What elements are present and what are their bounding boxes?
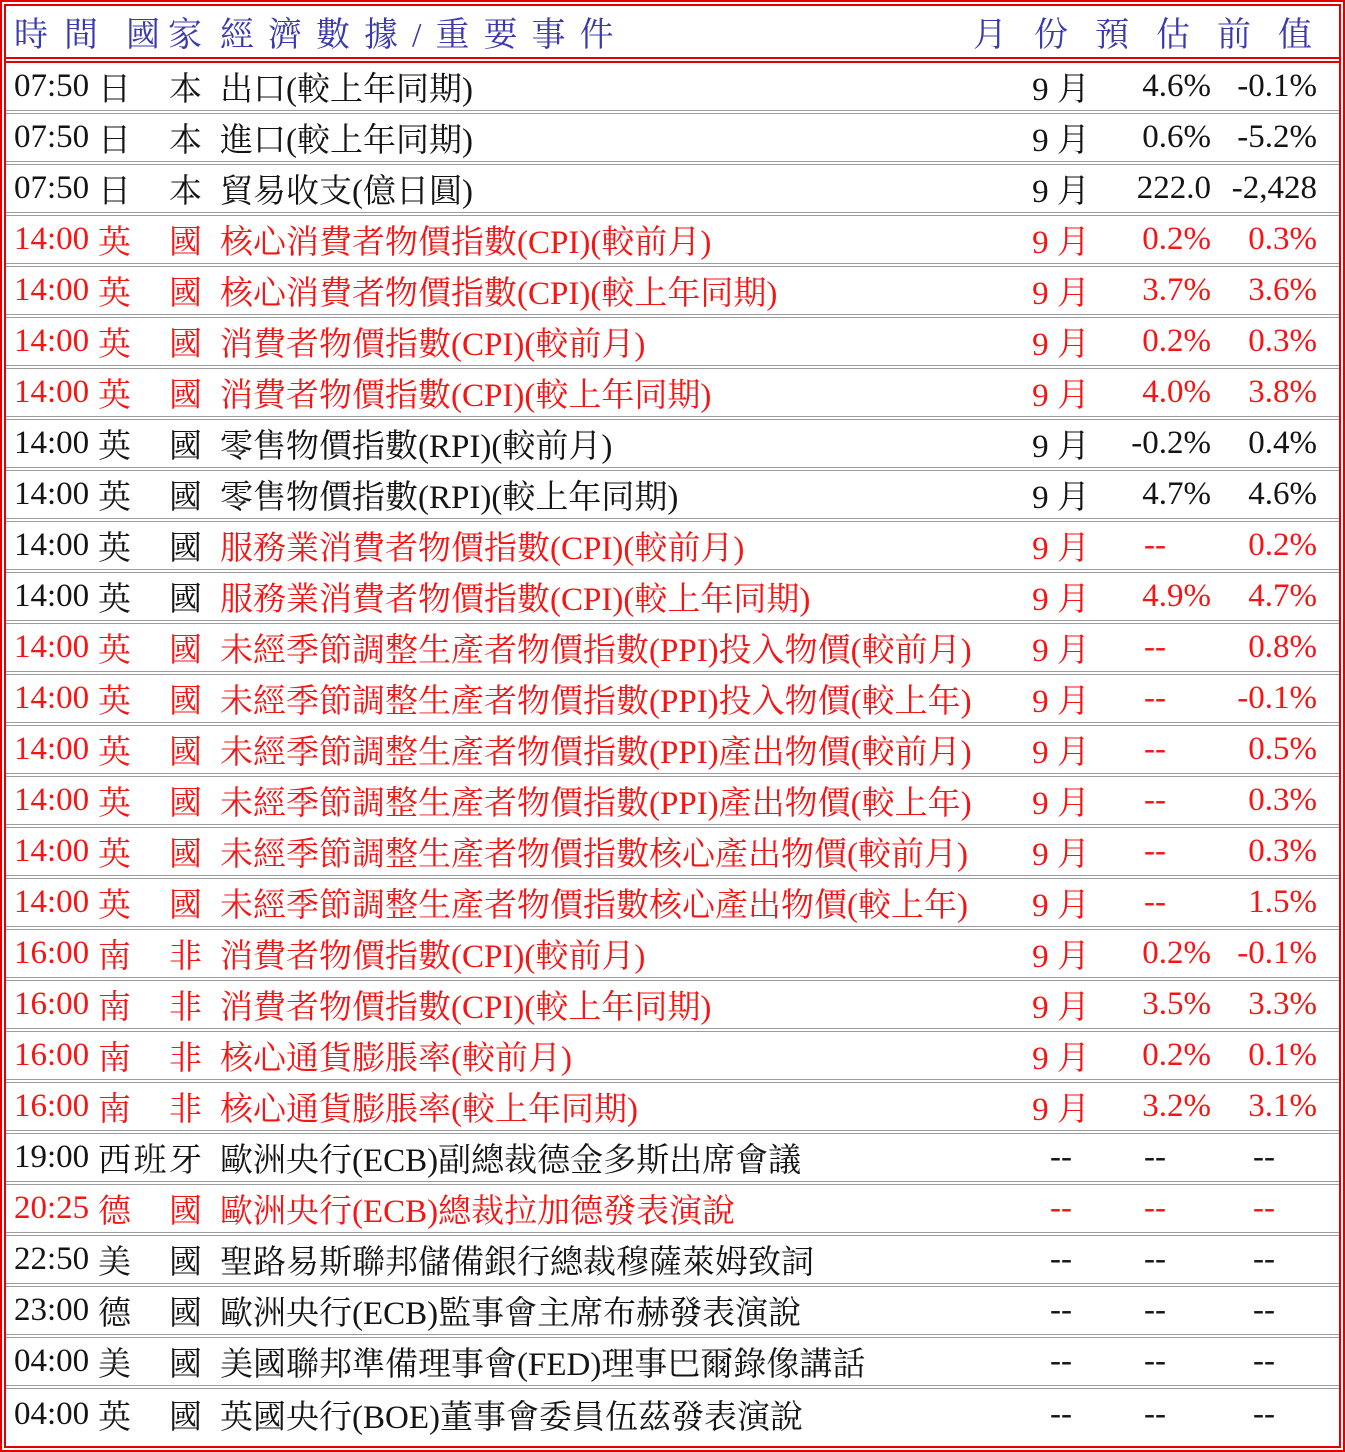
event-cell: 出口(較上年同期): [220, 72, 473, 108]
column-header-event: 經濟數據/重要事件: [220, 17, 628, 54]
month-cell: 9 月: [1032, 1092, 1090, 1128]
country-cell: 日本: [98, 72, 202, 108]
table-row: [6, 1185, 1339, 1236]
time-cell: 14:00: [14, 833, 90, 869]
previous-cell: --: [1253, 1139, 1275, 1175]
time-cell: 19:00: [14, 1139, 90, 1175]
month-cell: 9 月: [1032, 531, 1090, 567]
previous-cell: 0.4%: [1248, 425, 1317, 461]
table-row: [6, 1389, 1339, 1440]
previous-cell: 4.7%: [1248, 578, 1317, 614]
country-cell: 南非: [98, 1092, 202, 1128]
month-cell: 9 月: [1032, 786, 1090, 822]
month-cell: 9 月: [1032, 174, 1090, 210]
month-cell: 9 月: [1032, 735, 1090, 771]
event-cell: 英國央行(BOE)董事會委員伍茲發表演說: [220, 1400, 803, 1436]
table-row: [6, 981, 1339, 1032]
month-cell: 9 月: [1032, 429, 1090, 465]
forecast-cell: --: [1144, 1396, 1166, 1432]
event-cell: 歐洲央行(ECB)副總裁德金多斯出席會議: [220, 1143, 802, 1179]
forecast-cell: 0.2%: [1142, 221, 1211, 257]
table-row: [6, 1032, 1339, 1083]
event-cell: 聖路易斯聯邦儲備銀行總裁穆薩萊姆致詞: [220, 1245, 814, 1281]
country-cell: 英國: [98, 888, 202, 924]
month-cell: 9 月: [1032, 327, 1090, 363]
forecast-cell: 0.6%: [1142, 119, 1211, 155]
event-cell: 消費者物價指數(CPI)(較前月): [220, 327, 646, 363]
previous-cell: --: [1253, 1190, 1275, 1226]
month-cell: 9 月: [1032, 225, 1090, 261]
event-cell: 消費者物價指數(CPI)(較上年同期): [220, 990, 712, 1026]
table-row: [6, 267, 1339, 318]
country-cell: 西班牙: [98, 1143, 202, 1179]
previous-cell: 3.6%: [1248, 272, 1317, 308]
event-cell: 核心消費者物價指數(CPI)(較前月): [220, 225, 712, 261]
time-cell: 14:00: [14, 629, 90, 665]
forecast-cell: 0.2%: [1142, 1037, 1211, 1073]
table-row: [6, 573, 1339, 624]
previous-cell: 3.1%: [1248, 1088, 1317, 1124]
country-cell: 日本: [98, 174, 202, 210]
time-cell: 23:00: [14, 1292, 90, 1328]
table-row: [6, 114, 1339, 165]
previous-cell: 0.3%: [1248, 221, 1317, 257]
event-cell: 未經季節調整生產者物價指數核心產出物價(較上年): [220, 888, 968, 924]
previous-cell: 0.5%: [1248, 731, 1317, 767]
event-cell: 美國聯邦準備理事會(FED)理事巴爾錄像講話: [220, 1347, 866, 1383]
time-cell: 14:00: [14, 374, 90, 410]
month-cell: 9 月: [1032, 990, 1090, 1026]
forecast-cell: 0.2%: [1142, 323, 1211, 359]
previous-cell: 0.2%: [1248, 527, 1317, 563]
table-row: [6, 1236, 1339, 1287]
table-row: [6, 522, 1339, 573]
month-cell: 9 月: [1032, 123, 1090, 159]
table-row: [6, 930, 1339, 981]
previous-cell: 0.8%: [1248, 629, 1317, 665]
previous-cell: -5.2%: [1237, 119, 1317, 155]
event-cell: 未經季節調整生產者物價指數(PPI)投入物價(較前月): [220, 633, 972, 669]
table-row: [6, 471, 1339, 522]
forecast-cell: --: [1144, 884, 1166, 920]
time-cell: 14:00: [14, 272, 90, 308]
event-cell: 服務業消費者物價指數(CPI)(較前月): [220, 531, 745, 567]
previous-cell: --: [1253, 1343, 1275, 1379]
month-cell: --: [1050, 1190, 1072, 1226]
country-cell: 美國: [98, 1245, 202, 1281]
previous-cell: -0.1%: [1237, 935, 1317, 971]
time-cell: 07:50: [14, 68, 90, 104]
event-cell: 消費者物價指數(CPI)(較前月): [220, 939, 646, 975]
event-cell: 貿易收支(億日圓): [220, 174, 473, 210]
table-row: [6, 318, 1339, 369]
column-header-values: 月份預估前值: [973, 17, 1339, 54]
month-cell: --: [1050, 1292, 1072, 1328]
country-cell: 南非: [98, 1041, 202, 1077]
column-header-time: 時間: [14, 17, 98, 54]
previous-cell: 0.3%: [1248, 782, 1317, 818]
forecast-cell: --: [1144, 527, 1166, 563]
time-cell: 14:00: [14, 731, 90, 767]
time-cell: 14:00: [14, 527, 90, 563]
forecast-cell: --: [1144, 1241, 1166, 1277]
time-cell: 14:00: [14, 884, 90, 920]
month-cell: 9 月: [1032, 582, 1090, 618]
time-cell: 16:00: [14, 935, 90, 971]
table-row: [6, 369, 1339, 420]
country-cell: 英國: [98, 327, 202, 363]
previous-cell: -0.1%: [1237, 680, 1317, 716]
month-cell: 9 月: [1032, 480, 1090, 516]
time-cell: 20:25: [14, 1190, 90, 1226]
previous-cell: --: [1253, 1241, 1275, 1277]
table-row: [6, 1134, 1339, 1185]
table-row: [6, 624, 1339, 675]
previous-cell: 1.5%: [1248, 884, 1317, 920]
forecast-cell: --: [1144, 731, 1166, 767]
time-cell: 07:50: [14, 170, 90, 206]
forecast-cell: --: [1144, 680, 1166, 716]
previous-cell: --: [1253, 1396, 1275, 1432]
time-cell: 16:00: [14, 1037, 90, 1073]
table-row: [6, 63, 1339, 114]
table-body: [6, 63, 1339, 1440]
forecast-cell: 0.2%: [1142, 935, 1211, 971]
month-cell: 9 月: [1032, 939, 1090, 975]
country-cell: 英國: [98, 378, 202, 414]
country-cell: 英國: [98, 735, 202, 771]
table-row: [6, 1338, 1339, 1389]
forecast-cell: 3.7%: [1142, 272, 1211, 308]
event-cell: 進口(較上年同期): [220, 123, 473, 159]
table-row: [6, 726, 1339, 777]
country-cell: 英國: [98, 684, 202, 720]
event-cell: 未經季節調整生產者物價指數(PPI)投入物價(較上年): [220, 684, 972, 720]
forecast-cell: --: [1144, 1190, 1166, 1226]
country-cell: 德國: [98, 1194, 202, 1230]
forecast-cell: --: [1144, 629, 1166, 665]
previous-cell: --: [1253, 1292, 1275, 1328]
time-cell: 14:00: [14, 476, 90, 512]
event-cell: 未經季節調整生產者物價指數(PPI)產出物價(較上年): [220, 786, 972, 822]
event-cell: 核心消費者物價指數(CPI)(較上年同期): [220, 276, 778, 312]
forecast-cell: 3.5%: [1142, 986, 1211, 1022]
table-row: [6, 1287, 1339, 1338]
table-row: [6, 420, 1339, 471]
event-cell: 消費者物價指數(CPI)(較上年同期): [220, 378, 712, 414]
table-row: [6, 1083, 1339, 1134]
previous-cell: 0.1%: [1248, 1037, 1317, 1073]
event-cell: 核心通貨膨脹率(較上年同期): [220, 1092, 638, 1128]
time-cell: 04:00: [14, 1396, 90, 1432]
table-row: [6, 165, 1339, 216]
country-cell: 英國: [98, 225, 202, 261]
country-cell: 南非: [98, 990, 202, 1026]
time-cell: 22:50: [14, 1241, 90, 1277]
forecast-cell: --: [1144, 782, 1166, 818]
time-cell: 14:00: [14, 221, 90, 257]
event-cell: 服務業消費者物價指數(CPI)(較上年同期): [220, 582, 811, 618]
forecast-cell: 3.2%: [1142, 1088, 1211, 1124]
table-row: [6, 777, 1339, 828]
forecast-cell: --: [1144, 1343, 1166, 1379]
month-cell: 9 月: [1032, 684, 1090, 720]
country-cell: 英國: [98, 429, 202, 465]
event-cell: 零售物價指數(RPI)(較前月): [220, 429, 613, 465]
event-cell: 零售物價指數(RPI)(較上年同期): [220, 480, 679, 516]
event-cell: 歐洲央行(ECB)監事會主席布赫發表演說: [220, 1296, 802, 1332]
event-cell: 未經季節調整生產者物價指數(PPI)產出物價(較前月): [220, 735, 972, 771]
country-cell: 英國: [98, 582, 202, 618]
forecast-cell: 4.0%: [1142, 374, 1211, 410]
table-row: [6, 675, 1339, 726]
time-cell: 16:00: [14, 1088, 90, 1124]
table-row: [6, 828, 1339, 879]
country-cell: 英國: [98, 837, 202, 873]
event-cell: 未經季節調整生產者物價指數核心產出物價(較前月): [220, 837, 968, 873]
country-cell: 英國: [98, 531, 202, 567]
month-cell: --: [1050, 1396, 1072, 1432]
time-cell: 16:00: [14, 986, 90, 1022]
forecast-cell: 222.0: [1136, 170, 1211, 206]
previous-cell: 0.3%: [1248, 833, 1317, 869]
forecast-cell: 4.7%: [1142, 476, 1211, 512]
month-cell: 9 月: [1032, 276, 1090, 312]
country-cell: 日本: [98, 123, 202, 159]
time-cell: 14:00: [14, 680, 90, 716]
country-cell: 英國: [98, 480, 202, 516]
country-cell: 英國: [98, 633, 202, 669]
month-cell: 9 月: [1032, 837, 1090, 873]
previous-cell: -2,428: [1231, 170, 1317, 206]
table-row: [6, 216, 1339, 267]
forecast-cell: -0.2%: [1131, 425, 1211, 461]
month-cell: --: [1050, 1343, 1072, 1379]
country-cell: 英國: [98, 276, 202, 312]
time-cell: 14:00: [14, 425, 90, 461]
previous-cell: 4.6%: [1248, 476, 1317, 512]
time-cell: 04:00: [14, 1343, 90, 1379]
forecast-cell: --: [1144, 1292, 1166, 1328]
country-cell: 德國: [98, 1296, 202, 1332]
country-cell: 美國: [98, 1347, 202, 1383]
forecast-cell: --: [1144, 833, 1166, 869]
time-cell: 07:50: [14, 119, 90, 155]
previous-cell: 0.3%: [1248, 323, 1317, 359]
header-row: [6, 6, 1339, 63]
country-cell: 英國: [98, 1400, 202, 1436]
month-cell: 9 月: [1032, 72, 1090, 108]
month-cell: 9 月: [1032, 378, 1090, 414]
month-cell: 9 月: [1032, 1041, 1090, 1077]
country-cell: 英國: [98, 786, 202, 822]
previous-cell: -0.1%: [1237, 68, 1317, 104]
previous-cell: 3.8%: [1248, 374, 1317, 410]
month-cell: --: [1050, 1241, 1072, 1277]
previous-cell: 3.3%: [1248, 986, 1317, 1022]
time-cell: 14:00: [14, 323, 90, 359]
forecast-cell: 4.9%: [1142, 578, 1211, 614]
month-cell: 9 月: [1032, 888, 1090, 924]
event-cell: 核心通貨膨脹率(較前月): [220, 1041, 572, 1077]
column-header-country: 國家: [126, 17, 202, 54]
month-cell: 9 月: [1032, 633, 1090, 669]
table-row: [6, 879, 1339, 930]
forecast-cell: 4.6%: [1142, 68, 1211, 104]
month-cell: --: [1050, 1139, 1072, 1175]
country-cell: 南非: [98, 939, 202, 975]
forecast-cell: --: [1144, 1139, 1166, 1175]
event-cell: 歐洲央行(ECB)總裁拉加德發表演說: [220, 1194, 736, 1230]
time-cell: 14:00: [14, 782, 90, 818]
time-cell: 14:00: [14, 578, 90, 614]
